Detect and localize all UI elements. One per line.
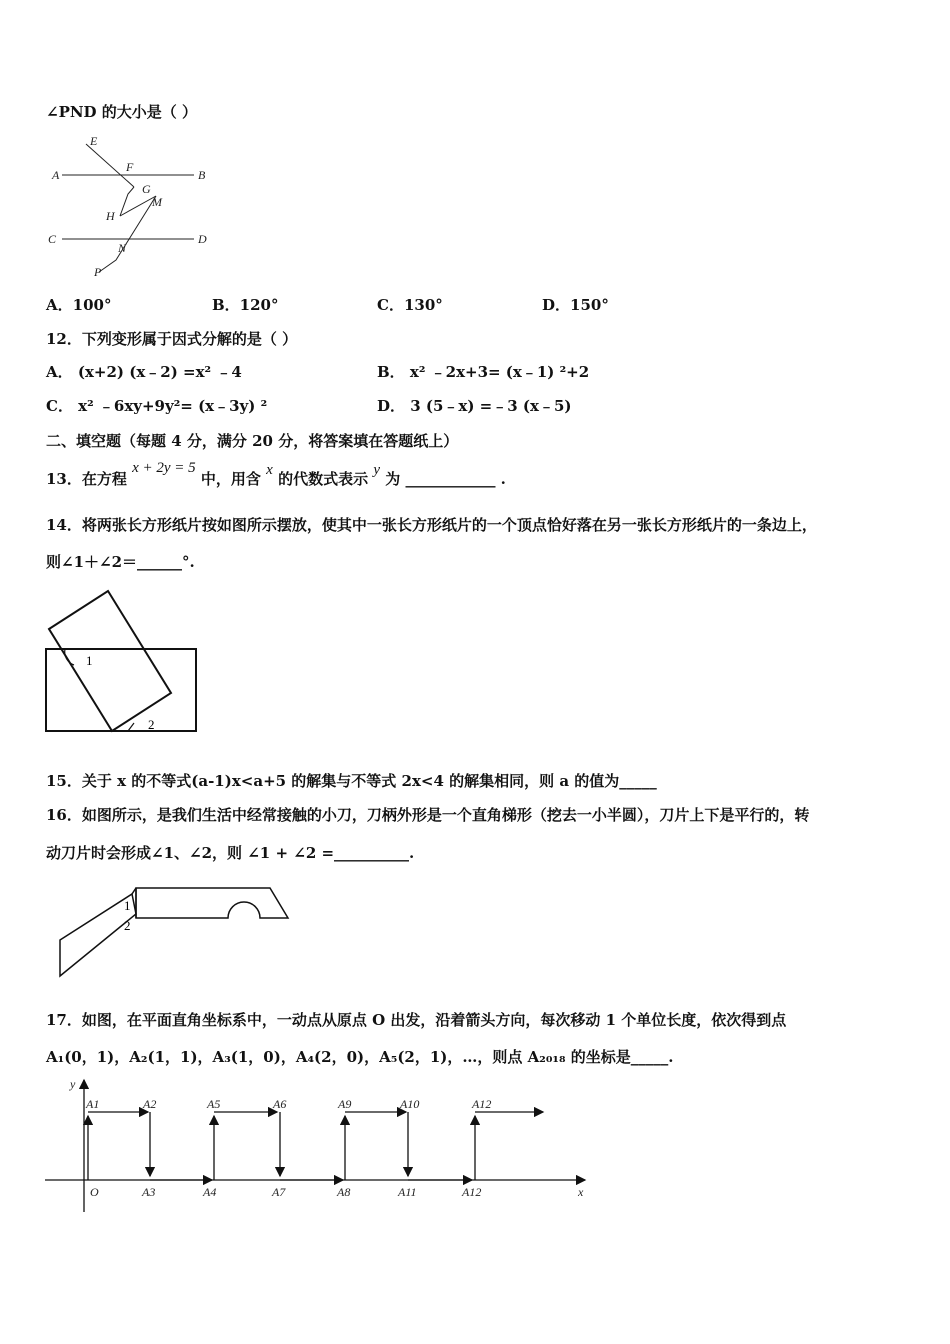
label-b: B — [198, 168, 206, 182]
axis-x-label: x — [578, 1185, 584, 1199]
point-a1: A1 — [86, 1097, 100, 1111]
point-a10: A10 — [400, 1097, 420, 1111]
rotated-rectangle — [49, 591, 171, 731]
point-a12-bottom: A12 — [462, 1185, 482, 1199]
q11-option-d[interactable]: D．150° — [542, 296, 609, 314]
label-e: E — [90, 134, 98, 148]
q16-line2: 动刀片时会形成∠1、∠2，则 ∠1 + ∠2 =__________. — [46, 844, 415, 862]
point-a7: A7 — [272, 1185, 286, 1199]
q14-figure — [40, 585, 205, 735]
point-a8: A8 — [337, 1185, 351, 1199]
point-a4: A4 — [203, 1185, 217, 1199]
angle-2-label: 2 — [124, 918, 131, 933]
q11-option-b[interactable]: B．120° — [212, 296, 279, 314]
axis-y-label: y — [70, 1077, 76, 1091]
angle-1-label: 1 — [86, 653, 93, 668]
point-a5: A5 — [207, 1097, 221, 1111]
point-a12-top: A12 — [472, 1097, 492, 1111]
angle-1-arc — [65, 649, 74, 665]
q11-option-a[interactable]: A．100° — [46, 296, 112, 314]
knife-handle — [136, 888, 288, 918]
q12-stem: 12．下列变形属于因式分解的是（ ） — [46, 330, 298, 348]
q11-figure — [44, 132, 219, 282]
q14-line2: 则∠1＋∠2＝______°. — [46, 553, 195, 571]
q13-var-y: y — [373, 462, 380, 478]
q13-line — [46, 460, 506, 490]
point-a3: A3 — [142, 1185, 156, 1199]
label-h: H — [106, 209, 115, 223]
label-c: C — [48, 232, 57, 246]
point-a2: A2 — [143, 1097, 157, 1111]
q12-option-a[interactable]: A． (x+2) (x﹣2) =x² ﹣4 — [46, 363, 242, 381]
q13-suffix: 为 ____________ . — [385, 470, 506, 488]
section-heading: 二、填空题（每题 4 分，满分 20 分，将答案填在答题纸上） — [46, 432, 459, 450]
label-m: M — [152, 195, 162, 209]
q13-var-x: x — [266, 462, 273, 478]
q13-middle2: 的代数式表示 — [278, 470, 369, 488]
label-f: F — [126, 160, 134, 174]
point-a11: A11 — [398, 1185, 417, 1199]
q12-option-b[interactable]: B． x² ﹣2x+3= (x﹣1) ²+2 — [377, 363, 590, 381]
q17-coordinate-figure — [40, 1072, 600, 1217]
q14-line1: 14．将两张长方形纸片按如图所示摆放，使其中一张长方形纸片的一个顶点恰好落在另一张长方形纸片的一条边上， — [46, 516, 817, 534]
q11-option-c[interactable]: C．130° — [377, 296, 443, 314]
label-p: P — [94, 265, 102, 279]
angle-2-label: 2 — [148, 717, 155, 732]
label-a: A — [52, 168, 60, 182]
q13-middle: 中，用含 — [200, 470, 261, 488]
point-a6: A6 — [273, 1097, 287, 1111]
point-a9: A9 — [338, 1097, 352, 1111]
q13-equation: x + 2y = 5 — [132, 460, 196, 476]
origin-label: O — [90, 1185, 99, 1199]
segment-hmnp — [99, 196, 156, 272]
label-g: G — [142, 182, 151, 196]
label-n: N — [118, 241, 127, 255]
q15-text: 15．关于 x 的不等式(a-1)x<a+5 的解集与不等式 2x<4 的解集相同，则 a 的值为_____ — [46, 772, 657, 790]
q13-prefix: 13．在方程 — [46, 470, 127, 488]
angle-2-arc — [128, 723, 134, 731]
q17-line2: A₁(0，1)，A₂(1，1)，A₃(1，0)，A₄(2，0)，A₅(2，1)，…，则点 A₂₀₁₈ 的坐标是_____. — [46, 1048, 674, 1066]
q16-knife-figure — [52, 884, 292, 984]
angle-1-label: 1 — [124, 898, 131, 913]
q12-option-d[interactable]: D． 3 (5﹣x) =﹣3 (x﹣5) — [377, 397, 572, 415]
q12-option-c[interactable]: C． x² ﹣6xy+9y²= (x﹣3y) ² — [46, 397, 268, 415]
q17-line1: 17．如图，在平面直角坐标系中，一动点从原点 O 出发，沿着箭头方向，每次移动 1 个单位长度，依次得到点 — [46, 1011, 787, 1029]
label-d: D — [198, 232, 207, 246]
q11-stem: ∠PND 的大小是（ ） — [46, 103, 198, 121]
q16-line1: 16．如图所示，是我们生活中经常接触的小刀，刀柄外形是一个直角梯形（挖去一小半圆），刀片上下是平行的，转 — [46, 806, 810, 824]
